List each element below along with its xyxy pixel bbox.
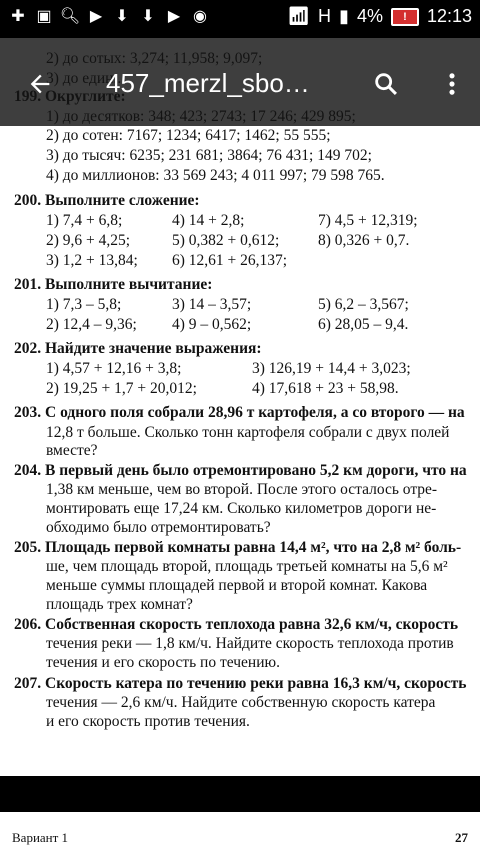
text-line: 204. В первый день было отремонтировано 5,2 км дороги, что на bbox=[14, 462, 467, 479]
text-line: 2) 19,25 + 1,7 + 20,012; bbox=[46, 380, 197, 397]
text-line: 3) 126,19 + 14,4 + 3,023; bbox=[252, 360, 411, 377]
next-page-footer bbox=[0, 812, 480, 854]
text-line: течения — 2,6 км/ч. Найдите собственную скорость катера bbox=[46, 694, 436, 711]
text-line: меньше суммы площадей первой и второй комнат. Какова bbox=[46, 577, 428, 594]
back-button[interactable] bbox=[18, 62, 62, 106]
text-line: 1) 7,4 + 6,8; bbox=[46, 212, 123, 229]
download-icon: ⬇ bbox=[115, 8, 129, 25]
text-line: 205. Площадь первой комнаты равна 14,4 м², что на 2,8 м² боль- bbox=[14, 539, 462, 556]
text-line: 2) 12,4 – 9,36; bbox=[46, 316, 137, 333]
text-line: 2) 9,6 + 4,25; bbox=[46, 232, 131, 249]
search-icon bbox=[372, 70, 400, 98]
wifi-icon: 📶︎ bbox=[287, 6, 311, 26]
text-line: 201. Выполните вычитание: bbox=[14, 276, 213, 293]
text-line: 2) до сотен: 7167; 1234; 6417; 1462; 55 555; bbox=[46, 127, 331, 144]
text-line: 1,38 км меньше, чем во второй. После этого осталось отре- bbox=[46, 481, 438, 498]
text-line: 5) 6,2 – 3,567; bbox=[318, 296, 409, 313]
text-line: 1) 4,57 + 12,16 + 3,8; bbox=[46, 360, 182, 377]
text-line: 8) 0,326 + 0,7. bbox=[318, 232, 410, 249]
text-line: 4) до миллионов: 33 569 243; 4 011 997; 79 598 765. bbox=[46, 167, 385, 184]
text-line: 4) 14 + 2,8; bbox=[172, 212, 245, 229]
search-button[interactable] bbox=[364, 62, 408, 106]
text-line: течения и его скорость по течению. bbox=[46, 654, 280, 671]
app-toolbar bbox=[0, 38, 480, 126]
text-line: 5) 0,382 + 0,612; bbox=[172, 232, 280, 249]
text-line: 7) 4,5 + 12,319; bbox=[318, 212, 418, 229]
video-icon: ▶ bbox=[167, 8, 181, 25]
text-line: вместе? bbox=[46, 442, 98, 459]
search-icon: 🔍︎ bbox=[59, 8, 81, 25]
text-line: 4) 17,618 + 23 + 58,98. bbox=[252, 380, 399, 397]
status-bar bbox=[0, 0, 480, 38]
text-line: 1) 7,3 – 5,8; bbox=[46, 296, 122, 313]
variant-label: Вариант 1 bbox=[12, 830, 69, 845]
text-line: обходимо было отремонтировать? bbox=[46, 519, 271, 536]
text-line: 6) 28,05 – 9,4. bbox=[318, 316, 409, 333]
text-line: 3) до тысяч: 6235; 231 681; 3864; 76 431; 149 702; bbox=[46, 147, 372, 164]
overflow-menu-button[interactable] bbox=[430, 62, 474, 106]
text-line: монтировать еще 17,24 км. Сколько километров дороги не- bbox=[46, 500, 437, 517]
page-gap bbox=[0, 776, 480, 812]
document-page[interactable] bbox=[0, 38, 480, 776]
notification-icons bbox=[8, 6, 210, 26]
system-status bbox=[287, 6, 472, 27]
document-title: 457_merzl_sbo… bbox=[106, 68, 310, 98]
more-vert-icon bbox=[442, 70, 462, 98]
text-line: 203. С одного поля собрали 28,96 т картофеля, а со второго — на bbox=[14, 404, 465, 421]
text-line: 207. Скорость катера по течению реки равна 16,3 км/ч, скорость bbox=[14, 675, 467, 692]
page-number: 27 bbox=[455, 830, 468, 845]
text-line: 12,8 т больше. Сколько тонн картофеля собрали с двух полей bbox=[46, 424, 450, 441]
text-line: площадь трех комнат? bbox=[46, 596, 193, 613]
text-line: 3) 1,2 + 13,84; bbox=[46, 252, 138, 269]
app-icon: ◉ bbox=[193, 8, 207, 25]
text-line: 200. Выполните сложение: bbox=[14, 192, 200, 209]
text-line: 202. Найдите значение выражения: bbox=[14, 340, 262, 357]
text-line: 4) 9 – 0,562; bbox=[172, 316, 252, 333]
battery-icon: ! bbox=[391, 8, 419, 26]
text-line: и его скорость против течения. bbox=[46, 713, 250, 730]
text-line: течения реки — 1,8 км/ч. Найдите скорость теплохода против bbox=[46, 635, 454, 652]
clock: 12:13 bbox=[426, 6, 472, 26]
text-line: 6) 12,61 + 26,137; bbox=[172, 252, 288, 269]
battery-percent: 4% bbox=[356, 6, 383, 26]
add-icon: ✚ bbox=[11, 8, 25, 25]
signal-icon: ▮ bbox=[339, 6, 349, 26]
video-icon: ▶ bbox=[89, 8, 103, 25]
arrow-left-icon bbox=[26, 70, 54, 98]
text-line: 3) 14 – 3,57; bbox=[172, 296, 252, 313]
image-icon: ▣ bbox=[36, 8, 52, 25]
text-line: ше, чем площадь второй, площадь третьей комнаты на 5,6 м² bbox=[46, 558, 448, 575]
download-icon: ⬇ bbox=[141, 8, 155, 25]
text-line: 206. Собственная скорость теплохода равна 32,6 км/ч, скорость bbox=[14, 616, 459, 633]
network-type: H bbox=[318, 6, 332, 26]
